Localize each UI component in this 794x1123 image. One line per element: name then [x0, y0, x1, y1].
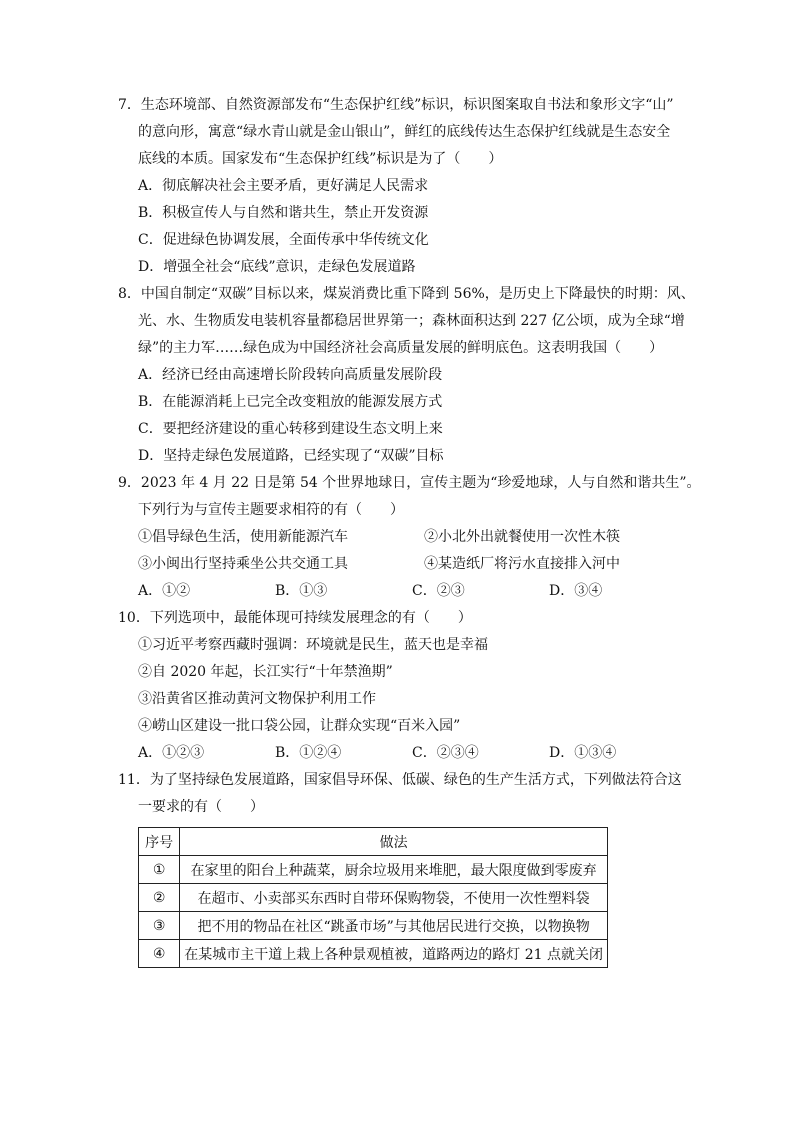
statement-4: ④某造纸厂将污水直接排入河中	[424, 556, 620, 572]
table-cell-number: ①	[139, 856, 180, 884]
question-stem-line: 下列行为与宣传主题要求相符的有（ ）	[138, 502, 404, 518]
choice-c: C．②③④	[412, 745, 479, 761]
choice-b: B．①③	[275, 583, 328, 599]
question-9	[118, 470, 701, 605]
statement-3: ③小闽出行坚持乘坐公共交通工具	[138, 556, 348, 572]
question-stem-line: 9．2023 年 4 月 22 日是第 54 个世界地球日，宣传主题为“珍爱地球，人与自然和谐共生”。	[118, 475, 701, 491]
question-10	[118, 605, 688, 767]
table-cell-number: ②	[139, 884, 180, 912]
table-header-number: 序号	[139, 828, 180, 856]
statement-1: ①习近平考察西藏时强调：环境就是民生，蓝天也是幸福	[138, 637, 488, 653]
table-cell-practice: 在家里的阳台上种蔬菜，厨余垃圾用来堆肥，最大限度做到零废弃	[180, 856, 608, 884]
option-a: A．经济已经由高速增长阶段转向高质量发展阶段	[138, 367, 443, 383]
statement-row	[118, 551, 688, 578]
table-header-practice: 做法	[180, 828, 608, 856]
question-8	[118, 281, 695, 470]
question-stem-line: 8．中国自制定“双碳”目标以来，煤炭消费比重下降到 56%，是历史上下降最快的时期：风、	[118, 286, 695, 302]
choice-c: C．②③	[412, 583, 465, 599]
choice-a: A．①②③	[138, 745, 205, 761]
question-list	[118, 92, 701, 968]
question-stem-line: 底线的本质。国家发布“生态保护红线”标识是为了（ ）	[138, 151, 503, 167]
question-stem-line: 11．为了坚持绿色发展道路，国家倡导环保、低碳、绿色的生产生活方式，下列做法符合这	[118, 772, 682, 788]
statement-1: ①倡导绿色生活，使用新能源汽车	[138, 529, 348, 545]
option-c: C．要把经济建设的重心转移到建设生态文明上来	[138, 421, 443, 437]
option-d: D．增强全社会“底线”意识，走绿色发展道路	[138, 259, 416, 275]
option-b: B．积极宣传人与自然和谐共生，禁止开发资源	[138, 205, 429, 221]
option-a: A．彻底解决社会主要矛盾，更好满足人民需求	[138, 178, 429, 194]
statement-4: ④崂山区建设一批口袋公园，让群众实现“百米入园”	[138, 718, 461, 734]
table-cell-practice: 在某城市主干道上栽上各种景观植被，道路两边的路灯 21 点就关闭	[180, 940, 608, 968]
question-7	[118, 92, 688, 281]
statement-3: ③沿黄省区推动黄河文物保护利用工作	[138, 691, 376, 707]
choice-b: B．①②④	[275, 745, 342, 761]
table-cell-practice: 把不用的物品在社区“跳蚤市场”与其他居民进行交换，以物换物	[180, 912, 608, 940]
choice-row	[118, 740, 688, 767]
question-11	[118, 767, 688, 968]
table-cell-number: ④	[139, 940, 180, 968]
question-stem-line: 绿”的主力军……绿色成为中国经济社会高质量发展的鲜明底色。这表明我国（ ）	[138, 340, 664, 356]
option-d: D．坚持走绿色发展道路，已经实现了“双碳”目标	[138, 448, 444, 464]
statement-2: ②小北外出就餐使用一次性木筷	[424, 529, 620, 545]
table-row	[139, 856, 608, 884]
statement-2: ②自 2020 年起，长江实行“十年禁渔期”	[138, 664, 393, 680]
choice-a: A．①②	[138, 583, 191, 599]
question-stem-line: 一要求的有（ ）	[138, 799, 264, 815]
option-c: C．促进绿色协调发展，全面传承中华传统文化	[138, 232, 429, 248]
table-row	[139, 912, 608, 940]
choice-d: D．③④	[549, 583, 603, 599]
choice-d: D．①③④	[549, 745, 617, 761]
question-stem-line: 光、水、生物质发电装机容量都稳居世界第一；森林面积达到 227 亿公顷，成为全球“增	[138, 313, 685, 329]
table-header-row	[139, 828, 608, 856]
question-stem-line: 的意向形，寓意“绿水青山就是金山银山”，鲜红的底线传达生态保护红线就是生态安全	[138, 124, 671, 140]
table-row	[139, 884, 608, 912]
question-stem-line: 10．下列选项中，最能体现可持续发展理念的有（ ）	[118, 610, 472, 626]
option-b: B．在能源消耗上已完全改变粗放的能源发展方式	[138, 394, 443, 410]
table-cell-number: ③	[139, 912, 180, 940]
statement-row	[118, 524, 688, 551]
choice-row	[118, 578, 688, 605]
practice-table	[138, 827, 608, 968]
table-cell-practice: 在超市、小卖部买东西时自带环保购物袋，不使用一次性塑料袋	[180, 884, 608, 912]
question-stem-line: 7．生态环境部、自然资源部发布“生态保护红线”标识，标识图案取自书法和象形文字“山”	[118, 97, 674, 113]
table-row	[139, 940, 608, 968]
